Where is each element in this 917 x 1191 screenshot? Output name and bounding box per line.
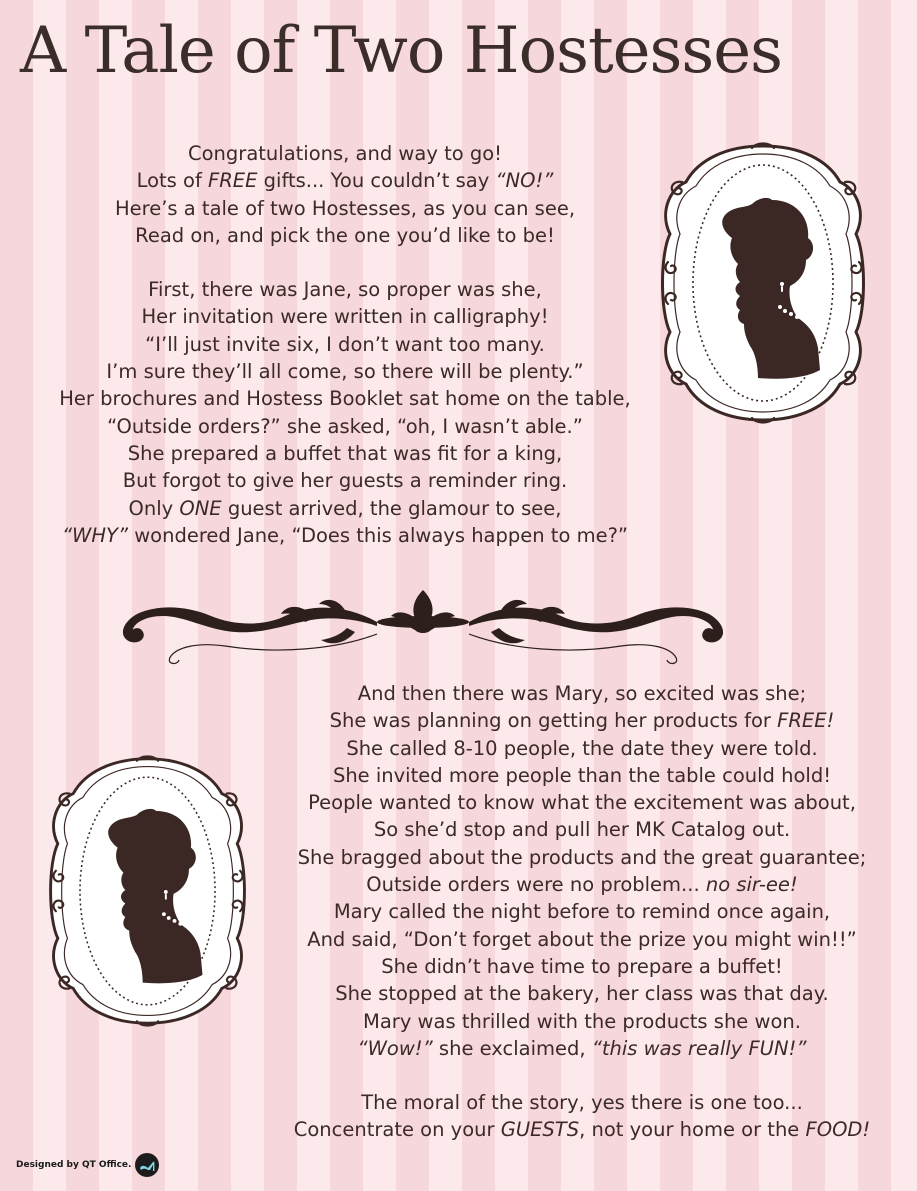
emphasis: no sir-ee! [705,873,798,897]
high-heel-logo-icon [135,1153,159,1177]
poem-jane [0,140,690,549]
emphasis: “Wow!” [357,1036,433,1060]
cameo-silhouette-icon [660,142,867,424]
poem-line: Mary was thrilled with the products she won. [363,1009,801,1033]
poem-line: Congratulations, and way to go! [188,142,502,165]
poem-line: She stopped at the bakery, her class was that day. [335,982,829,1006]
poem-line: She called 8-10 people, the date they were told. [346,736,818,760]
footer-credit-text: Designed by QT Office. [16,1160,132,1170]
poem-line: “Wow!” she exclaimed, “this was really FUN!” [357,1036,807,1060]
poem-line: Here’s a tale of two Hostesses, as you can see, [114,196,576,220]
poem-line: People wanted to know what the excitement was about, [308,791,856,815]
poem-line: So she’d stop and pull her MK Catalog out. [373,818,791,842]
poem-line: Read on, and pick the one you’d like to be! [135,223,555,247]
poem-line: The moral of the story, yes there is one too... [361,1091,803,1115]
poem-line: First, there was Jane, so proper was she, [148,278,542,302]
poem-line: Mary called the night before to remind once again, [333,900,831,924]
poem-line: Concentrate on your GUESTS, not your home or the FOOD! [293,1118,871,1142]
poem-line: I’m sure they’ll all come, so there will be plenty.” [106,360,584,384]
poem-line: Her brochures and Hostess Booklet sat home on the table, [59,387,631,411]
poem-line: She didn’t have time to prepare a buffet! [381,954,783,978]
poem-line: And said, “Don’t forget about the prize you might win!!” [307,927,857,951]
poem-line: Lots of FREE gifts... You couldn’t say “NO!” [136,169,554,193]
emphasis: “NO!” [495,169,554,193]
poem-line: Outside orders were no problem... no sir-ee! [366,873,798,897]
poem-line: “WHY” wondered Jane, “Does this always happen to me?” [61,523,629,547]
emphasis: ONE [179,496,222,520]
poem-line: Her invitation were written in calligraphy! [141,305,549,329]
stanza-gap [262,1062,902,1089]
poem-line: And then there was Mary, so excited was she; [357,682,807,705]
emphasis: “WHY” [61,523,129,547]
poem-line: “I’ll just invite six, I don’t want too many. [145,332,545,356]
poem-line: She prepared a buffet that was fit for a king, [127,441,563,465]
ornamental-divider-icon [115,574,731,666]
emphasis: GUESTS [500,1118,580,1142]
page-title: A Tale of Two Hostesses [20,14,782,88]
footer-credit [16,1150,159,1180]
stanza-gap [0,249,690,276]
emphasis: FOOD! [805,1118,871,1142]
poem-line: But forgot to give her guests a reminder ring. [122,469,568,493]
emphasis: FREE! [777,709,835,733]
cameo-silhouette-icon [48,755,248,1027]
poem-line: She was planning on getting her products for FREE! [329,709,835,733]
poem-line: Only ONE guest arrived, the glamour to see, [128,496,562,520]
emphasis: FREE [208,169,258,193]
poem-line: She bragged about the products and the great guarantee; [297,845,867,869]
poem-line: “Outside orders?” she asked, “oh, I wasn’t able.” [107,414,583,438]
emphasis: “this was really FUN!” [591,1036,807,1060]
poem-mary [262,680,902,1144]
poem-line: She invited more people than the table could hold! [332,763,832,787]
